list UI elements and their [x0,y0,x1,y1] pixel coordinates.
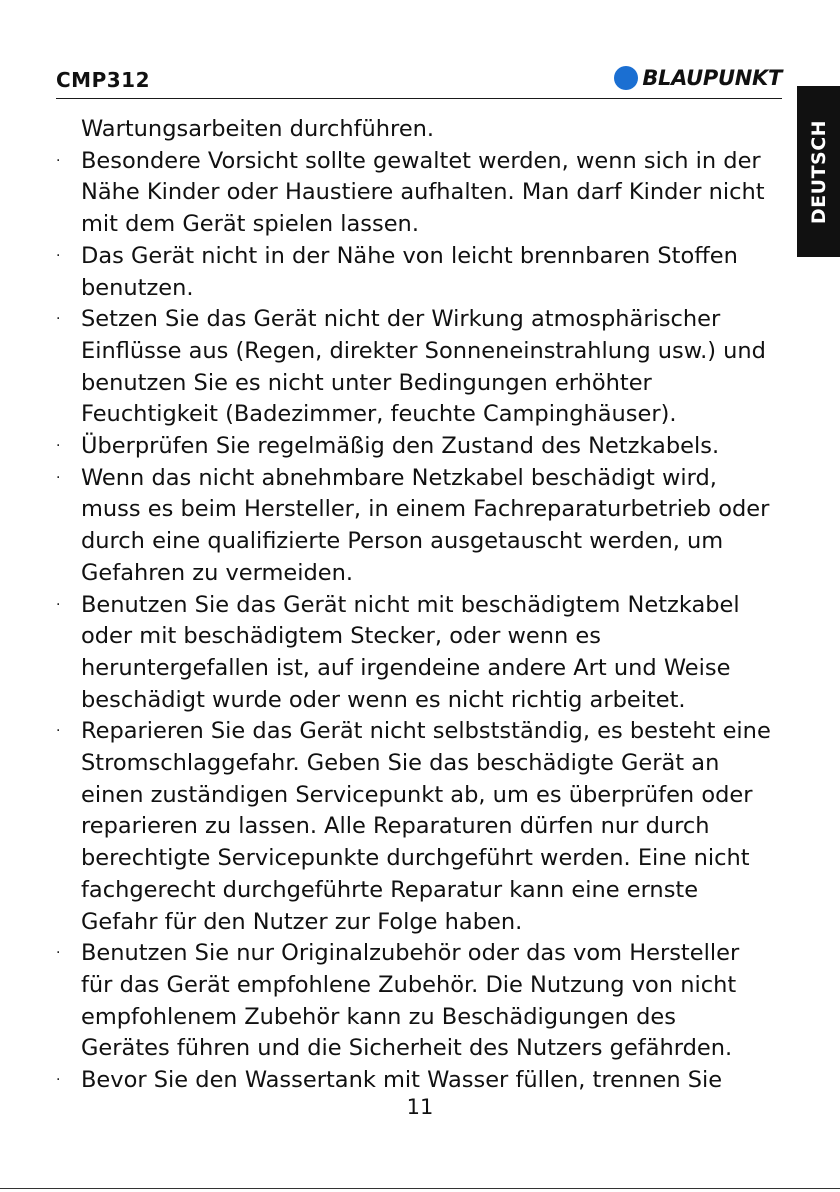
item-text-line: empfohlenem Zubehör kann zu Beschädigungen des [81,1003,676,1030]
bullet-icon: · [56,438,61,455]
safety-instructions [56,114,786,1097]
bullet-icon: · [56,945,61,962]
list-item [56,304,786,431]
item-text-line: oder mit beschädigtem Stecker, oder wenn es [81,623,601,650]
brand-dot-icon [614,66,638,90]
item-text-line: Gefahren zu vermeiden. [81,559,354,586]
item-text-line: beschädigt wurde oder wenn es nicht richtig arbeitet. [81,686,686,713]
item-text-line: fachgerecht durchgeführte Reparatur kann eine ernste [81,876,699,903]
bullet-icon: · [56,469,61,486]
item-text-line: Setzen Sie das Gerät nicht der Wirkung atmosphärischer [81,306,721,333]
item-text-line: heruntergefallen ist, auf irgendeine andere Art und Weise [81,654,731,681]
item-text-line: Gefahr für den Nutzer zur Folge haben. [81,908,523,935]
bullet-icon: · [56,596,61,613]
item-text-line: Benutzen Sie das Gerät nicht mit beschädigtem Netzkabel [81,591,740,618]
list-item [56,938,786,1065]
item-text-line: Bevor Sie den Wassertank mit Wasser füllen, trennen Sie [81,1067,723,1094]
bottom-rule [0,1188,840,1189]
page-number: 11 [406,1095,434,1119]
item-text-line: einen zuständigen Servicepunkt ab, um es überprüfen oder [81,781,753,808]
item-text-line: Besondere Vorsicht sollte gewaltet werden, wenn sich in der [81,147,761,174]
continuation-line: Wartungsarbeiten durchführen. [81,116,435,142]
item-text-line: Reparieren Sie das Gerät nicht selbstständig, es besteht eine [81,718,771,745]
brand-name: BLAUPUNKT [642,66,782,90]
item-text-line: Wenn das nicht abnehmbare Netzkabel beschädigt wird, [81,464,717,491]
language-tab [797,86,840,257]
list-item [56,463,786,590]
item-text-line: für das Gerät empfohlene Zubehör. Die Nutzung von nicht [81,971,737,998]
bullet-icon: · [56,247,61,264]
item-text-line: benutzen. [81,274,194,301]
item-text-line: Feuchtigkeit (Badezimmer, feuchte Campinghäuser). [81,401,677,428]
item-text-line: Gerätes führen und die Sicherheit des Nutzers gefährden. [81,1035,733,1062]
bullet-icon: · [56,311,61,328]
item-text-line: Einflüsse aus (Regen, direkter Sonneneinstrahlung usw.) und [81,337,766,364]
item-text-line: Stromschlaggefahr. Geben Sie das beschädigte Gerät an [81,750,720,777]
item-text-line: Benutzen Sie nur Originalzubehör oder das vom Hersteller [81,940,740,967]
bullet-icon: · [56,723,61,740]
list-item [56,716,786,938]
brand-logo [614,66,782,90]
item-text-line: Nähe Kinder oder Haustiere aufhalten. Man darf Kinder nicht [81,179,765,206]
page-header [56,64,782,99]
item-text-line: Das Gerät nicht in der Nähe von leicht brennbaren Stoffen [81,242,738,269]
bullet-icon: · [56,152,61,169]
language-tab-label: DEUTSCH [807,119,830,224]
item-text-line: Überprüfen Sie regelmäßig den Zustand des Netzkabels. [81,433,720,460]
list-item [56,146,786,241]
instruction-list [56,146,786,1097]
list-item [56,241,786,304]
model-number: CMP312 [56,68,150,92]
item-text-line: durch eine qualifizierte Person ausgetauscht werden, um [81,528,724,555]
list-item [56,1065,786,1097]
item-text-line: mit dem Gerät spielen lassen. [81,211,419,238]
item-text-line: reparieren zu lassen. Alle Reparaturen dürfen nur durch [81,813,710,840]
bullet-icon: · [56,1072,61,1089]
item-text-line: berechtigte Servicepunkte durchgeführt werden. Eine nicht [81,845,750,872]
list-item [56,590,786,717]
item-text-line: benutzen Sie es nicht unter Bedingungen erhöhter [81,369,652,396]
list-item [56,431,786,463]
item-text-line: muss es beim Hersteller, in einem Fachreparaturbetrieb oder [81,496,770,523]
